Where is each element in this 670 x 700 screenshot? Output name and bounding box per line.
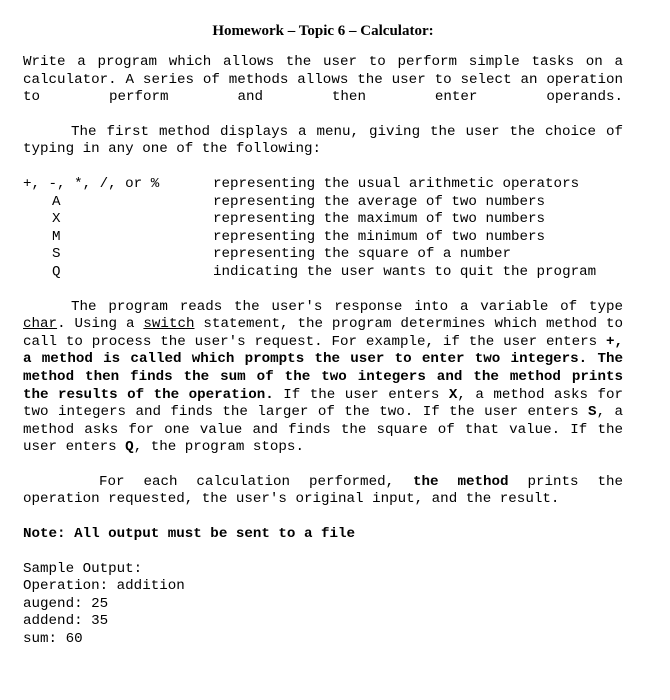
- sample-output-line: addend: 35: [23, 613, 109, 630]
- option-row: [23, 246, 596, 264]
- option-desc: representing the usual arithmetic operators: [213, 175, 580, 192]
- para3-text-5: , a method asks for two integers and finds the larger of the two. If the user enters: [23, 386, 624, 421]
- para3-bold-q: Q: [125, 439, 134, 456]
- option-desc: representing the maximum of two numbers: [213, 211, 546, 228]
- para3-text-3: statement, the program determines which method to call to process the user's request. For example, if the user enters: [23, 316, 623, 350]
- intro-paragraph: Write a program which allows the user to perform simple tasks on a calculator. A series of methods allows the user to select an operation to perform and then enter operands.: [23, 54, 623, 106]
- menu-intro-paragraph: The first method displays a menu, giving the user the choice of typing in any one of the following:: [23, 123, 623, 158]
- para3-text-6: , a method asks for one value and finds the square of that value. If the user enters: [23, 404, 623, 456]
- options-table: [23, 176, 596, 282]
- sample-output-heading: Sample Output:: [23, 560, 143, 577]
- sample-output-line: augend: 25: [23, 595, 109, 612]
- option-desc: representing the minimum of two numbers: [213, 228, 546, 245]
- option-desc: indicating the user wants to quit the program: [213, 263, 597, 280]
- para3-text-7: , the program stops.: [133, 439, 304, 456]
- sample-output-line: Operation: addition: [23, 578, 185, 595]
- option-key: A: [52, 193, 61, 210]
- option-row: [23, 194, 596, 212]
- para3-bold-x: X: [448, 386, 458, 403]
- para4-bold: the method: [413, 473, 509, 490]
- document-page: [23, 22, 623, 649]
- para3-bold-1: +, a method is called which prompts the user to enter two integers. The method then finds the sum of the two integers and the method prints the results of the operation.: [23, 333, 623, 403]
- option-desc: representing the square of a number: [213, 246, 511, 263]
- para3-bold-s: S: [588, 404, 597, 421]
- para4-text-1: For each calculation performed,: [99, 473, 414, 490]
- option-key: X: [52, 211, 61, 228]
- page-title: Homework – Topic 6 – Calculator:: [212, 23, 434, 39]
- option-row: [23, 264, 596, 282]
- sample-output-block: [23, 561, 623, 649]
- option-row: [23, 211, 596, 229]
- output-paragraph: [23, 474, 623, 509]
- option-desc: representing the average of two numbers: [213, 193, 546, 210]
- para3-text-1: The program reads the user's response into a variable of type: [71, 298, 623, 315]
- option-row: [23, 229, 596, 247]
- option-key: +, -, *, /, or %: [23, 175, 160, 192]
- sample-output-line: sum: 60: [23, 631, 83, 648]
- para4-text-2: prints the operation requested, the user's original input, and the result.: [23, 473, 624, 508]
- option-key: Q: [52, 263, 61, 280]
- para3-text-2: . Using a: [57, 316, 144, 333]
- option-key: M: [52, 228, 61, 245]
- char-keyword: char: [23, 316, 58, 333]
- switch-keyword: switch: [143, 316, 195, 333]
- program-description-paragraph: [23, 299, 623, 457]
- option-row: [23, 176, 596, 194]
- option-key: S: [52, 246, 61, 263]
- para3-text-4: If the user enters: [273, 386, 449, 403]
- note-line: Note: All output must be sent to a file: [23, 526, 356, 543]
